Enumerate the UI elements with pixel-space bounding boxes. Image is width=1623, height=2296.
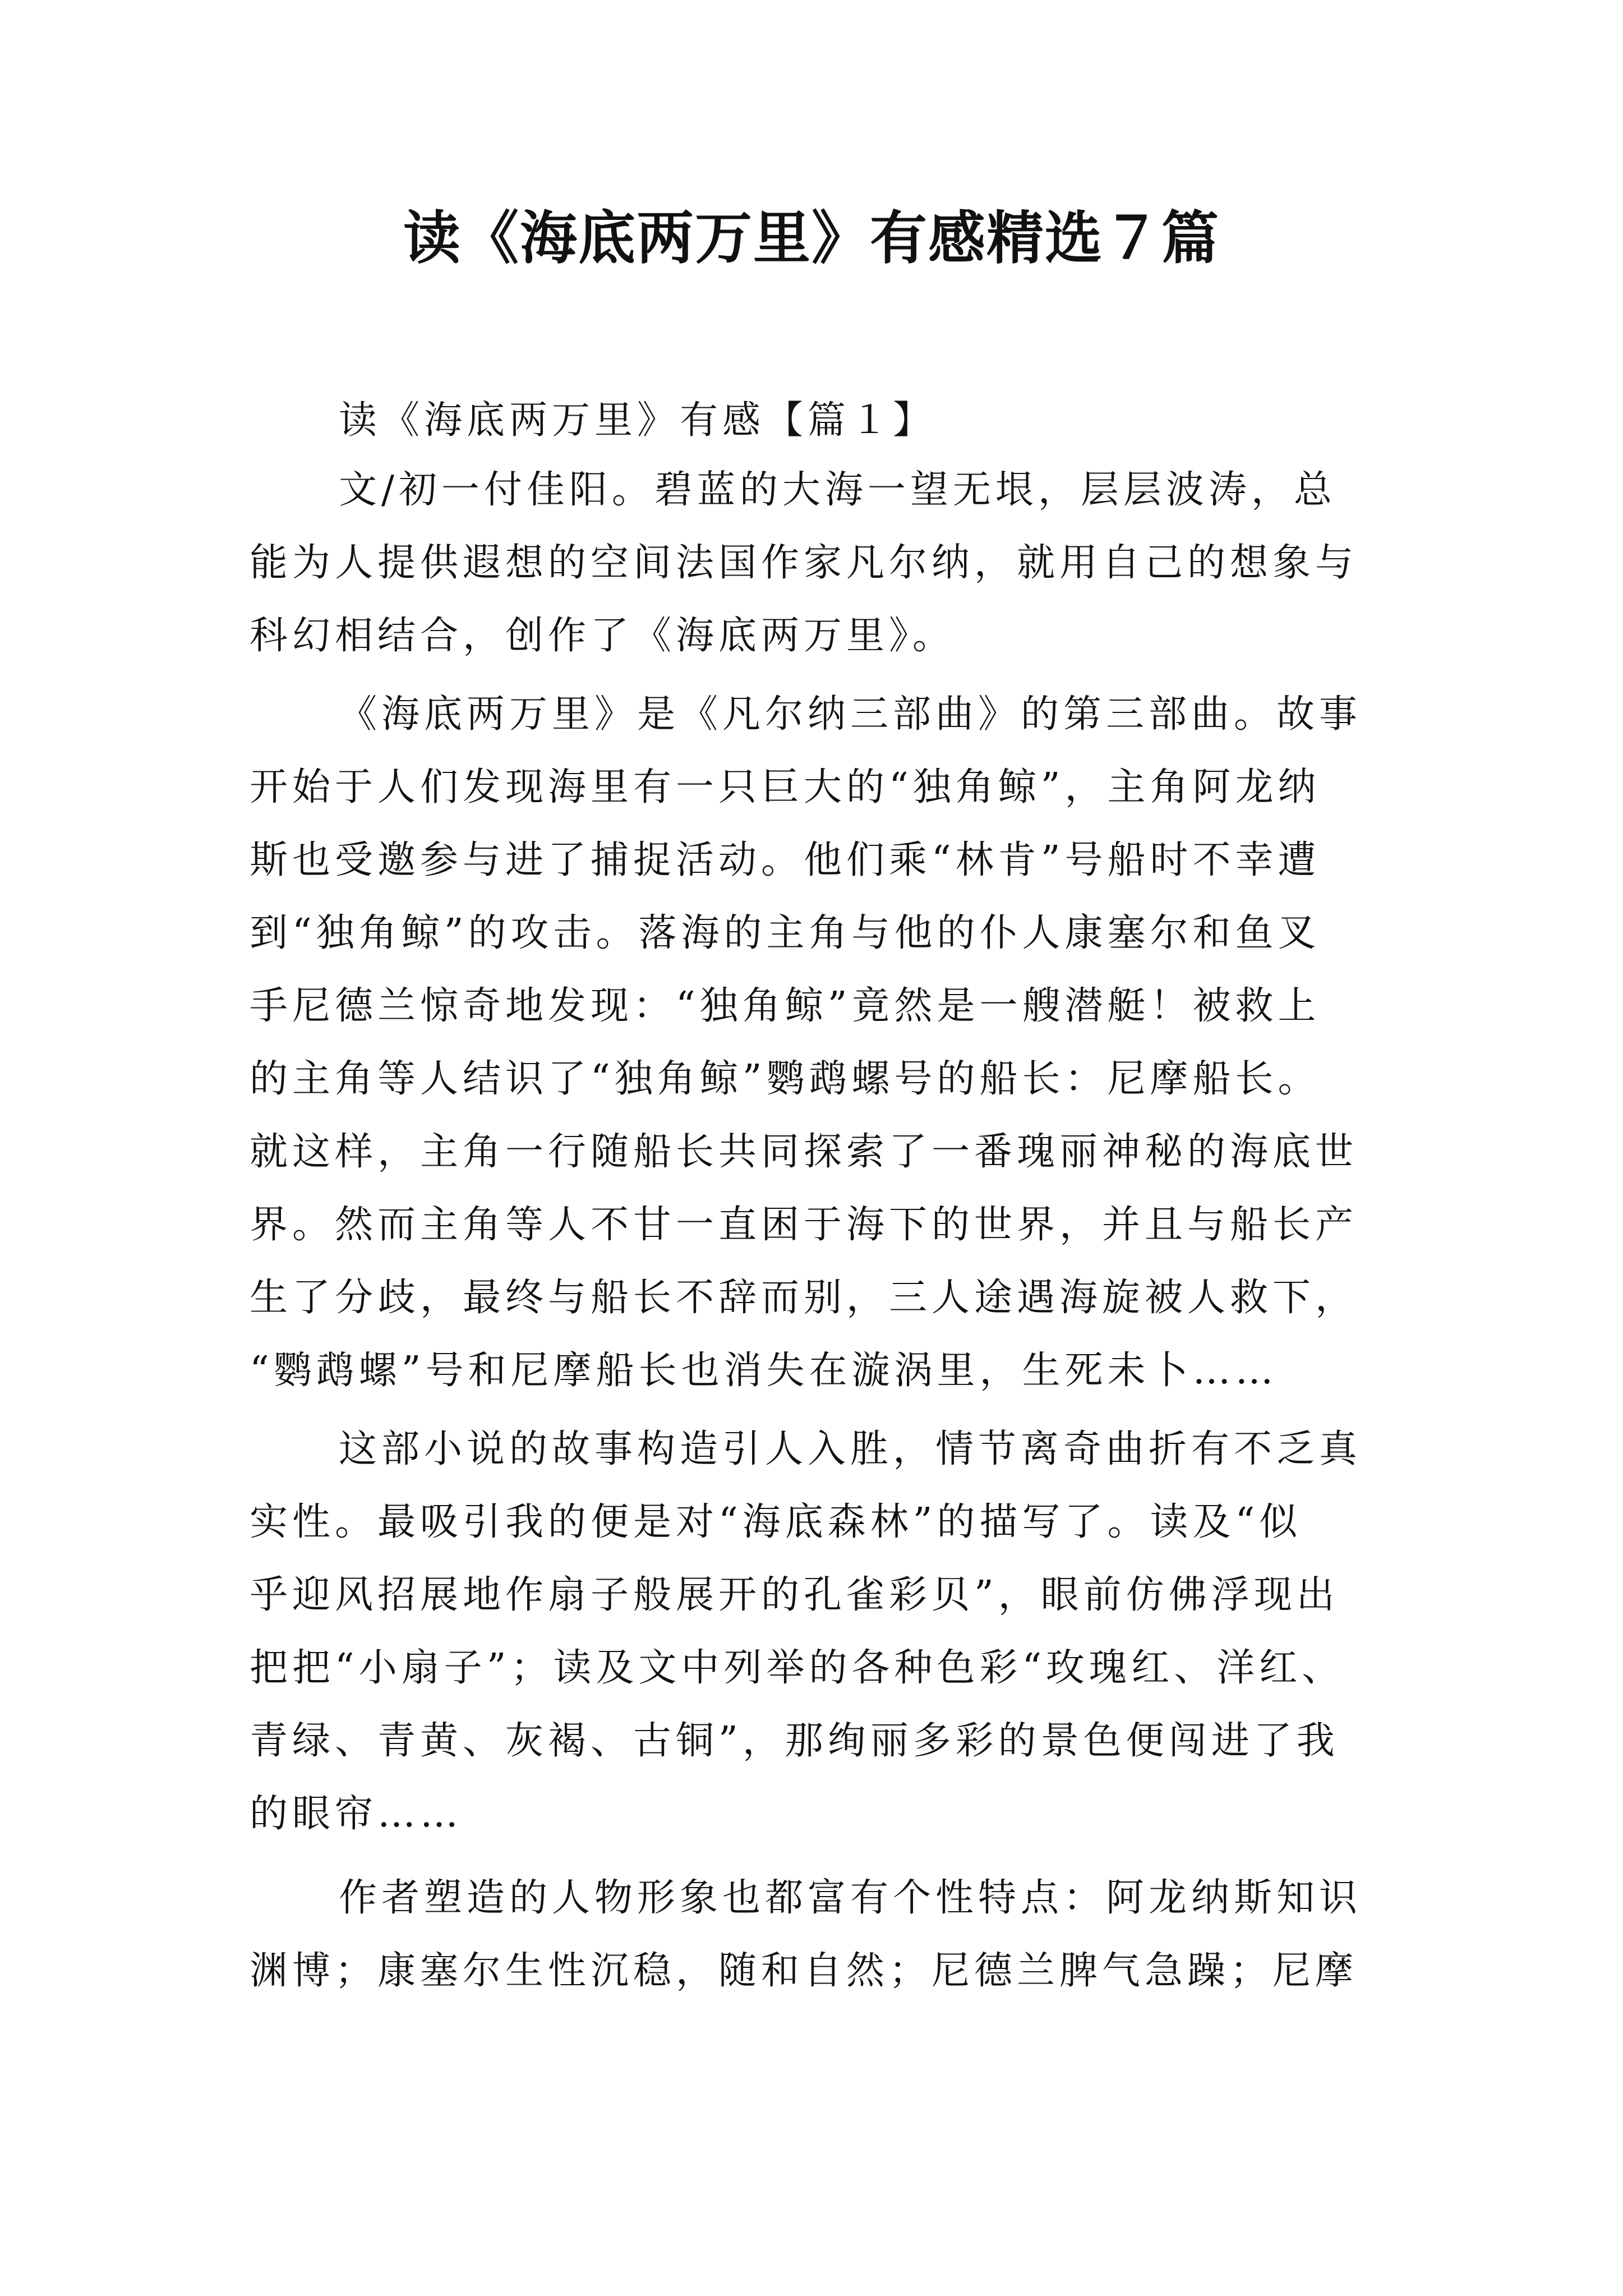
document-title: 读《海底两万里》有感精选７篇: [403, 205, 1220, 272]
paragraph-line: 乎迎风招展地作扇子般展开的孔雀彩贝”，眼前仿佛浮现出: [250, 1573, 1339, 1617]
paragraph-line: 的眼帘……: [250, 1792, 463, 1836]
paragraph-line: 手尼德兰惊奇地发现：“独角鲸”竟然是一艘潜艇！被救上: [250, 984, 1321, 1028]
paragraph-line: 这部小说的故事构造引人入胜，情节离奇曲折有不乏真: [339, 1427, 1362, 1471]
paragraph-line: 青绿、青黄、灰褐、古铜”，那绚丽多彩的景色便闯进了我: [250, 1719, 1339, 1763]
paragraph-line: 科幻相结合，创作了《海底两万里》。: [250, 614, 956, 658]
section-heading: 读《海底两万里》有感【篇１】: [339, 398, 936, 443]
paragraph-line: “鹦鹉螺”号和尼摩船长也消失在漩涡里，生死未卜……: [250, 1349, 1278, 1393]
paragraph-line: 渊博；康塞尔生性沉稳，随和自然；尼德兰脾气急躁；尼摩: [250, 1949, 1358, 1993]
paragraph-line: 就这样，主角一行随船长共同探索了一番瑰丽神秘的海底世: [250, 1130, 1358, 1174]
paragraph-line: 能为人提供遐想的空间法国作家凡尔纳，就用自己的想象与: [250, 541, 1358, 585]
paragraph-line: 界。然而主角等人不甘一直困于海下的世界，并且与船长产: [250, 1203, 1358, 1247]
paragraph-line: 《海底两万里》是《凡尔纳三部曲》的第三部曲。故事: [339, 692, 1362, 737]
paragraph-line: 开始于人们发现海里有一只巨大的“独角鲸”，主角阿龙纳: [250, 765, 1321, 809]
paragraph-line: 把把“小扇子”；读及文中列举的各种色彩“玫瑰红、洋红、: [250, 1646, 1345, 1690]
paragraph-line: 斯也受邀参与进了捕捉活动。他们乘“林肯”号船时不幸遭: [250, 838, 1321, 882]
paragraph-line: 生了分歧，最终与船长不辞而别，三人途遇海旋被人救下，: [250, 1276, 1358, 1320]
paragraph-line: 到“独角鲸”的攻击。落海的主角与他的仆人康塞尔和鱼叉: [250, 911, 1321, 955]
paragraph-line: 作者塑造的人物形象也都富有个性特点：阿龙纳斯知识: [339, 1876, 1362, 1920]
paragraph-line: 实性。最吸引我的便是对“海底森林”的描写了。读及“似: [250, 1500, 1302, 1544]
paragraph-line: 文/初一付佳阳。碧蓝的大海一望无垠，层层波涛，总: [339, 468, 1336, 512]
paragraph-line: 的主角等人结识了“独角鲸”鹦鹉螺号的船长：尼摩船长。: [250, 1057, 1321, 1101]
